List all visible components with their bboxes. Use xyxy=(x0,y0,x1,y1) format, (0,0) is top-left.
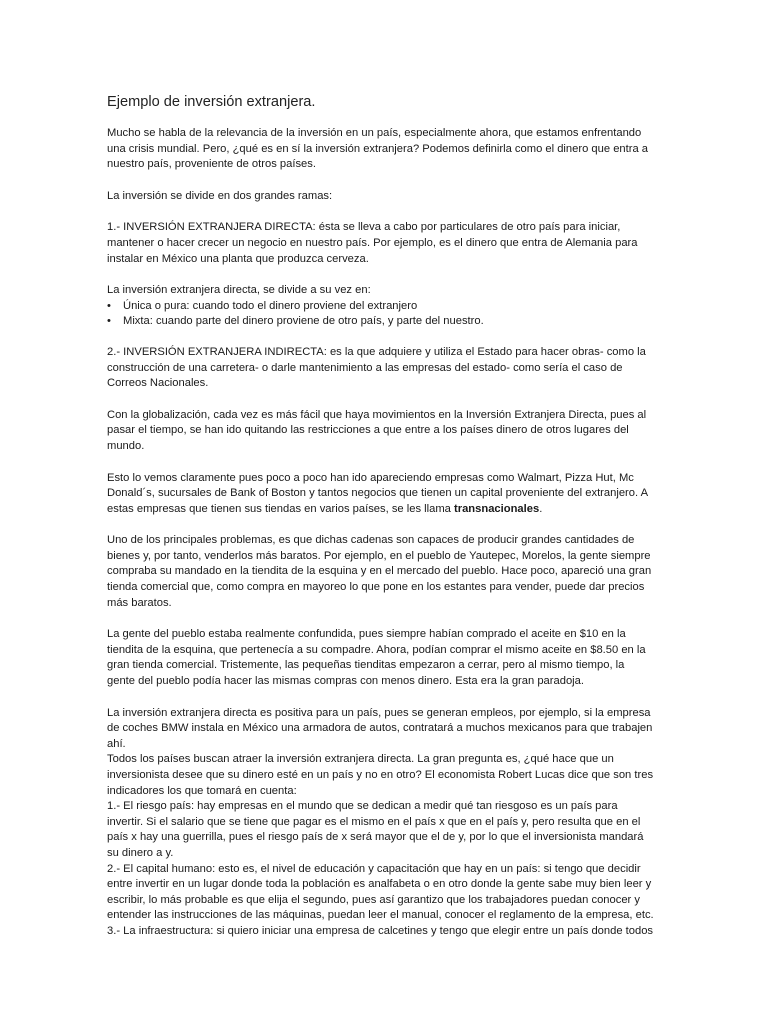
text-line: bienes y, por tanto, venderlos más baratos. Por ejemplo, en el pueblo de Yautepec, Morelos, la gente siempre xyxy=(107,549,651,562)
bullet-icon: • xyxy=(107,299,111,312)
text-line: entre invertir en un lugar donde toda la población es analfabeta o en otro donde la gente sabe muy bien leer y xyxy=(107,878,652,891)
text-line: inversionista desee que su dinero esté en un país y no en otro? El economista Robert Lucas dice que son tres xyxy=(107,769,654,781)
text-line: país x hay una guerrilla, pues el riesgo país de x será mayor que el de y, por lo que el inversionista mandará xyxy=(107,831,644,844)
text-line: entender las instrucciones de las máquinas, puedan leer el manual, conocer el reglamento de la empresa, etc. xyxy=(107,909,654,922)
paragraph-problems xyxy=(107,533,667,611)
text-line: construcción de una carretera- o darle mantenimiento a las empresas del estado- como sería el caso de xyxy=(107,361,623,374)
text-line: 2.- INVERSIÓN EXTRANJERA INDIRECTA: es la que adquiere y utiliza el Estado para hacer obras- como la xyxy=(107,345,646,358)
text-line: escribir, lo más probable es que elija el segundo, pues así garantizo que los trabajadores puedan conocer y xyxy=(107,893,640,906)
text-line: Donald´s, sucursales de Bank of Boston y tantos negocios que tienen un capital proveniente del extranjero. A xyxy=(107,487,649,500)
text-line: 1.- El riesgo país: hay empresas en el mundo que se dedican a medir qué tan riesgoso es un país para xyxy=(107,800,618,813)
text-line: 1.- INVERSIÓN EXTRANJERA DIRECTA: ésta se lleva a cabo por particulares de otro país para iniciar, xyxy=(107,221,621,234)
document-title: Ejemplo de inversión extranjera. xyxy=(107,94,316,110)
text-line: nuestro país, proveniente de otros países. xyxy=(107,158,316,171)
list-item xyxy=(107,314,667,330)
list-item-text: Única o pura: cuando todo el dinero proviene del extranjero xyxy=(123,299,418,312)
bold-term: transnacionales xyxy=(454,502,540,515)
paragraph-direct-investment xyxy=(107,220,667,267)
text-line: tiendita de la esquina, que pertenecía a su compadre. Ahora, podían comprar el mismo aceite en $8.50 en la xyxy=(107,643,646,656)
text-line: La inversión se divide en dos grandes ramas: xyxy=(107,189,333,202)
document-page xyxy=(107,92,667,940)
text-line: La gente del pueblo estaba realmente confundida, pues siempre habían comprado el aceite en $10 en la xyxy=(107,628,626,641)
text-line: Con la globalización, cada vez es más fácil que haya movimientos en la Inversión Extranjera Directa, pues al xyxy=(107,408,647,421)
paragraph-direct-subdivision xyxy=(107,283,667,299)
text-line: de coches BMW instala en México una armadora de autos, contratará a muchos mexicanos para que trabajen xyxy=(107,722,653,735)
text-line: tienda comercial que, como compra en mayoreo lo que pone en los estantes para vender, puede dar precios xyxy=(107,581,645,594)
text-line: invertir. Si el salario que se tiene que pagar es el mismo en el país x que en el país y, pero resulta que en el xyxy=(107,815,641,828)
text-line: 3.- La infraestructura: si quiero iniciar una empresa de calcetines y tengo que elegir entre un país donde todos xyxy=(107,924,654,937)
text-line: una crisis mundial. Pero, ¿qué es en sí la inversión extranjera? Podemos definirla como el dinero que entra a xyxy=(107,142,649,155)
text-fragment: estas empresas que tienen sus tiendas en varios países, se les llama xyxy=(107,502,454,515)
text-line: La inversión extranjera directa es positiva para un país, pues se generan empleos, por ejemplo, si la empresa xyxy=(107,706,651,719)
text-line: pasar el tiempo, se han ido quitando las restricciones a que entre a los países dinero de otros lugares del xyxy=(107,424,629,437)
text-line: Todos los países buscan atraer la inversión extranjera directa. La gran pregunta es, ¿qué hace que un xyxy=(107,753,614,766)
text-line: instalar en México una planta que produzca cerveza. xyxy=(107,252,369,265)
text-line: Esto lo vemos claramente pues poco a poco han ido apareciendo empresas como Walmart, Pizza Hut, Mc xyxy=(107,471,634,484)
text-line: mantener o hacer crecer un negocio en nuestro país. Por ejemplo, es el dinero que entra de Alemania para xyxy=(107,236,638,249)
text-line: ahí. xyxy=(107,737,126,750)
text-line: compraba su mandado en la tiendita de la esquina y en el mercado del pueblo. Hace poco, apareció una gran xyxy=(107,565,652,578)
text-line: Uno de los principales problemas, es que dichas cadenas son capaces de producir grandes cantidades de xyxy=(107,534,635,547)
paragraph-indicators xyxy=(107,706,667,940)
list-item-text: Mixta: cuando parte del dinero proviene de otro país, y parte del nuestro. xyxy=(123,315,484,328)
paragraph-intro xyxy=(107,126,667,173)
list-item xyxy=(107,299,667,315)
text-line: gente del pueblo podía hacer las mismas compras con menos dinero. Esta era la gran paradoja. xyxy=(107,675,584,688)
text-line: indicadores los que tomará en cuenta: xyxy=(107,784,297,797)
paragraph-globalization xyxy=(107,408,667,455)
text-line: 2.- El capital humano: esto es, el nivel de educación y capacitación que hay en un país: si tengo que decidir xyxy=(107,862,641,875)
paragraph-indirect-investment xyxy=(107,345,667,392)
paragraph-branches xyxy=(107,189,667,205)
paragraph-paradox xyxy=(107,627,667,689)
bullet-icon: • xyxy=(107,315,111,328)
bullet-list xyxy=(107,299,667,330)
text-line xyxy=(107,502,667,518)
text-line: Correos Nacionales. xyxy=(107,377,209,390)
text-line: su dinero a y. xyxy=(107,846,174,859)
text-line: La inversión extranjera directa, se divide a su vez en: xyxy=(107,284,371,297)
text-line: Mucho se habla de la relevancia de la inversión en un país, especialmente ahora, que estamos enfrentando xyxy=(107,127,642,139)
text-line: gran tienda comercial. Tristemente, las pequeñas tienditas empezaron a cerrar, pero al mismo tiempo, la xyxy=(107,659,625,672)
text-line: mundo. xyxy=(107,439,145,452)
paragraph-transnationals xyxy=(107,471,667,518)
text-fragment: . xyxy=(539,502,543,515)
text-line: más baratos. xyxy=(107,596,172,609)
